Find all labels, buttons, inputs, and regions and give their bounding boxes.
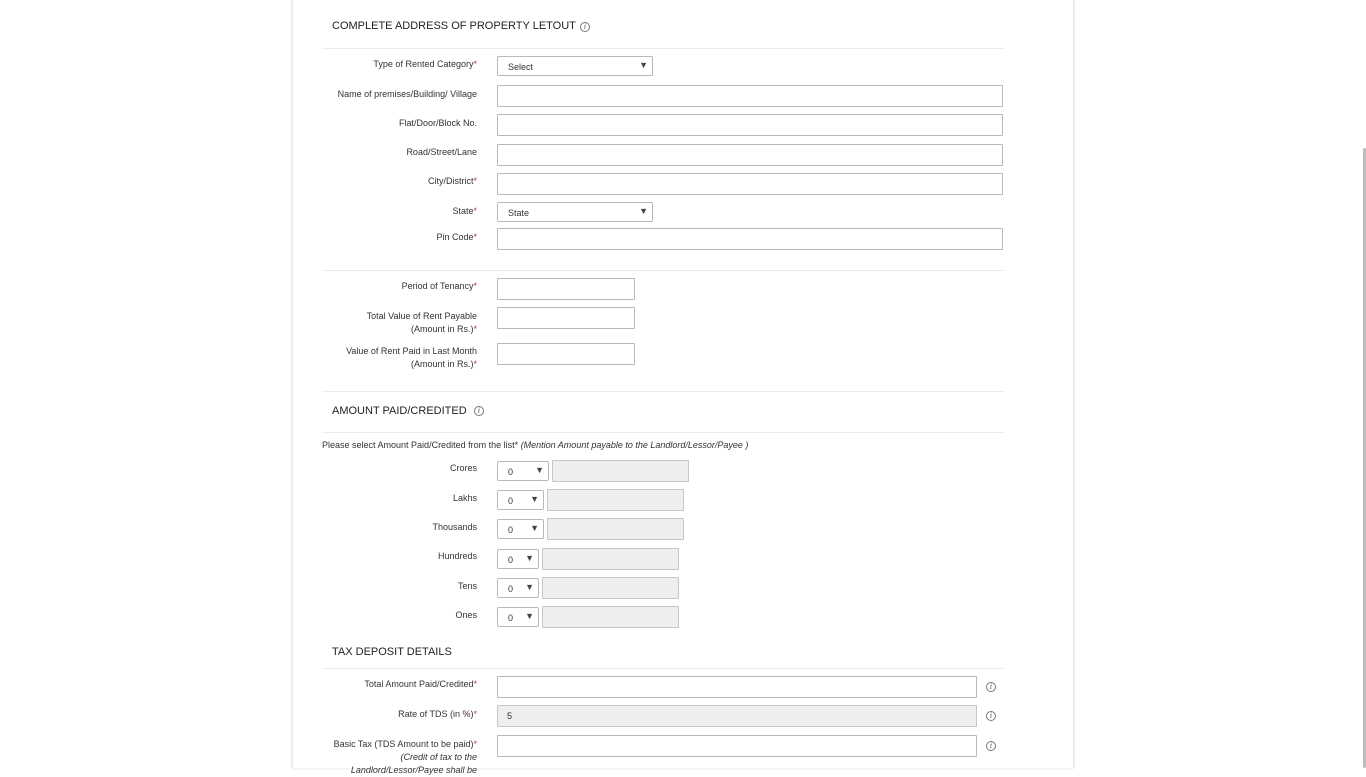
total-paid-label: Total Amount Paid/Credited* bbox=[364, 679, 477, 689]
state-select[interactable] bbox=[497, 202, 653, 222]
crores-value: 0 bbox=[508, 467, 514, 477]
chevron-down-icon: ▼ bbox=[535, 465, 544, 475]
tenancy-divider bbox=[322, 270, 1004, 271]
thousands-value: 0 bbox=[508, 525, 514, 535]
flat-label: Flat/Door/Block No. bbox=[398, 118, 477, 128]
state-value: State bbox=[508, 208, 530, 218]
thousands-select[interactable] bbox=[497, 519, 544, 539]
amount-section-title: AMOUNT PAID/CREDITED bbox=[332, 405, 467, 417]
chevron-down-icon: ▼ bbox=[530, 494, 539, 504]
total-paid-input[interactable] bbox=[497, 676, 977, 698]
total-rent-label: Total Value of Rent Payable (Amount in Rs.)* bbox=[366, 311, 477, 334]
basic-tax-info-icon[interactable]: i bbox=[986, 741, 996, 751]
amount-hint: Please select Amount Paid/Credited from the list* (Mention Amount payable to the Landlord/Lessor/Payee ) bbox=[322, 440, 749, 450]
rented-category-select[interactable] bbox=[497, 56, 653, 76]
tens-label: Tens bbox=[457, 581, 477, 591]
crores-select[interactable] bbox=[497, 461, 549, 481]
chevron-down-icon: ▼ bbox=[525, 553, 534, 563]
period-input[interactable] bbox=[497, 278, 635, 300]
chevron-down-icon: ▼ bbox=[525, 611, 534, 621]
hundreds-value: 0 bbox=[508, 555, 514, 565]
period-label: Period of Tenancy* bbox=[401, 281, 477, 291]
road-label: Road/Street/Lane bbox=[406, 147, 477, 157]
hundreds-label: Hundreds bbox=[437, 551, 477, 561]
address-divider bbox=[322, 48, 1004, 49]
rate-input bbox=[497, 705, 977, 727]
chevron-down-icon: ▼ bbox=[639, 60, 648, 70]
tens-amount-field bbox=[542, 577, 679, 599]
total-paid-info-icon[interactable]: i bbox=[986, 682, 996, 692]
amount-divider bbox=[322, 432, 1004, 433]
tax-section-title: TAX DEPOSIT DETAILS bbox=[332, 646, 452, 658]
chevron-down-icon: ▼ bbox=[530, 523, 539, 533]
chevron-down-icon: ▼ bbox=[525, 582, 534, 592]
last-month-rent-label: Value of Rent Paid in Last Month (Amount in Rs.)* bbox=[346, 346, 477, 369]
amount-info-icon[interactable]: i bbox=[474, 406, 484, 416]
ones-label: Ones bbox=[455, 610, 477, 620]
tens-value: 0 bbox=[508, 584, 514, 594]
city-input[interactable] bbox=[497, 173, 1003, 195]
city-label: City/District* bbox=[427, 176, 477, 186]
ones-select[interactable] bbox=[497, 607, 539, 627]
crores-label: Crores bbox=[449, 463, 477, 473]
tax-divider bbox=[322, 668, 1004, 669]
thousands-label: Thousands bbox=[432, 522, 477, 532]
rented-category-value: Select bbox=[508, 62, 534, 72]
basic-tax-label: Basic Tax (TDS Amount to be paid)* (Credit of tax to the Landlord/Lessor/Payee shall be bbox=[333, 739, 477, 775]
lakhs-select[interactable] bbox=[497, 490, 544, 510]
pin-input[interactable] bbox=[497, 228, 1003, 250]
road-input[interactable] bbox=[497, 144, 1003, 166]
tens-select[interactable] bbox=[497, 578, 539, 598]
state-label: State* bbox=[452, 206, 477, 216]
lakhs-amount-field bbox=[547, 489, 684, 511]
hundreds-select[interactable] bbox=[497, 549, 539, 569]
hundreds-amount-field bbox=[542, 548, 679, 570]
total-rent-input[interactable] bbox=[497, 307, 635, 329]
ones-amount-field bbox=[542, 606, 679, 628]
crores-amount-field bbox=[552, 460, 689, 482]
basic-tax-input[interactable] bbox=[497, 735, 977, 757]
rented-category-label: Type of Rented Category* bbox=[373, 59, 477, 69]
address-section-title: COMPLETE ADDRESS OF PROPERTY LETOUT bbox=[332, 20, 576, 32]
thousands-amount-field bbox=[547, 518, 684, 540]
lakhs-value: 0 bbox=[508, 496, 514, 506]
chevron-down-icon: ▼ bbox=[639, 206, 648, 216]
pin-label: Pin Code* bbox=[436, 232, 477, 242]
premises-label: Name of premises/Building/ Village bbox=[337, 89, 477, 99]
last-month-rent-input[interactable] bbox=[497, 343, 635, 365]
lakhs-label: Lakhs bbox=[452, 493, 477, 503]
rate-info-icon[interactable]: i bbox=[986, 711, 996, 721]
address-info-icon[interactable]: i bbox=[580, 22, 590, 32]
amount-divider-top bbox=[322, 391, 1004, 392]
premises-input[interactable] bbox=[497, 85, 1003, 107]
ones-value: 0 bbox=[508, 613, 514, 623]
rate-label: Rate of TDS (in %)* bbox=[398, 709, 477, 719]
flat-input[interactable] bbox=[497, 114, 1003, 136]
